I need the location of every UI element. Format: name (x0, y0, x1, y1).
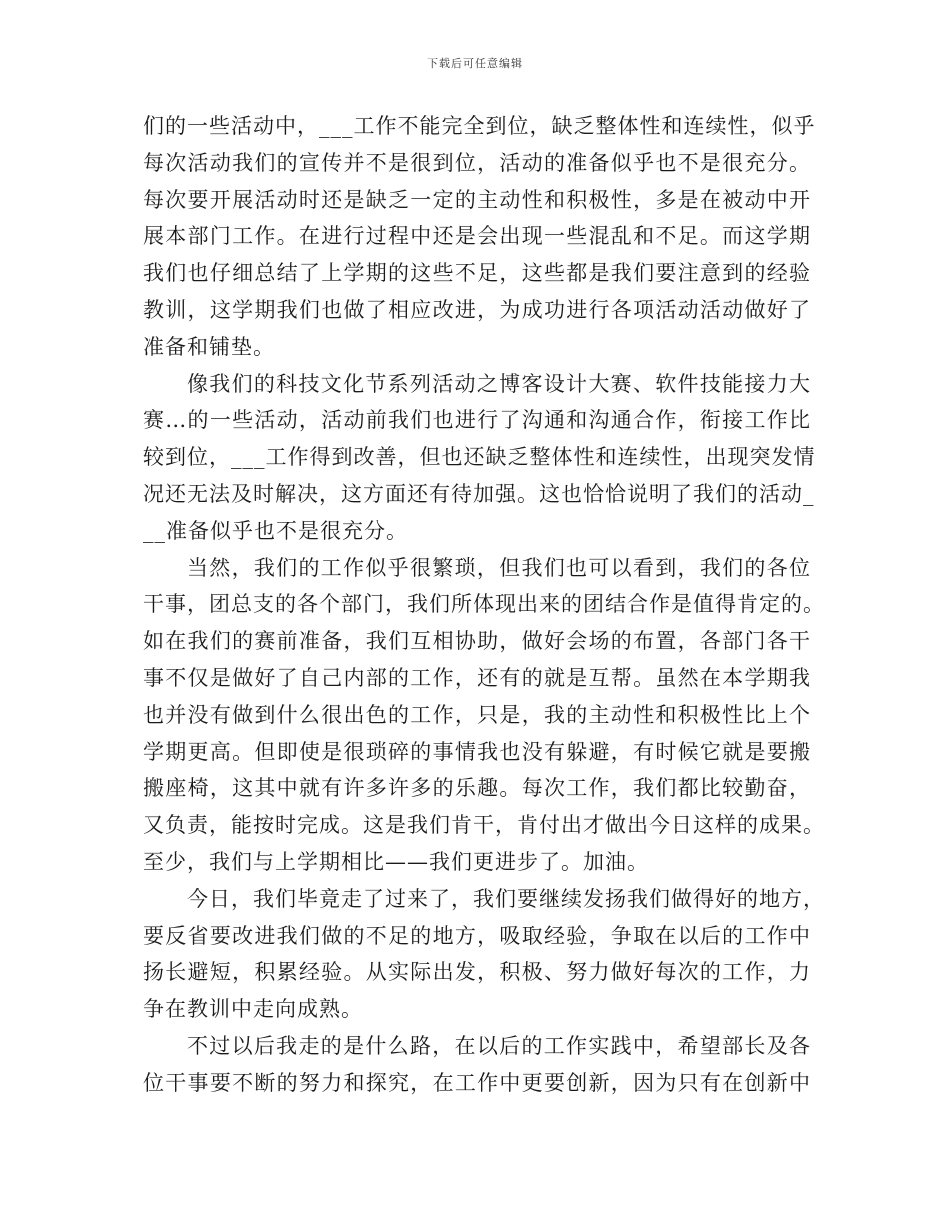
text-line: 如在我们的赛前准备，我们互相协助，做好会场的布置，各部门各干 (143, 629, 811, 654)
paragraph-3 (143, 550, 825, 881)
text-line: 今日，我们毕竟走了过来了，我们要继续发扬我们做得好的地方， (187, 886, 825, 911)
text-line: 赛…的一些活动，活动前我们也进行了沟通和沟通合作，衔接工作比 (143, 408, 811, 433)
text-line: 当然，我们的工作似乎很繁琐，但我们也可以看到，我们的各位 (187, 555, 811, 580)
paragraph-4 (143, 881, 825, 1028)
text-line: __准备似乎也不是很充分。 (143, 518, 408, 543)
text-line: 像我们的科技文化节系列活动之博客设计大赛、软件技能接力大 (187, 371, 811, 396)
text-line: 不过以后我走的是什么路，在以后的工作实践中，希望部长及各 (187, 1033, 811, 1058)
text-line: 争在教训中走向成熟。 (143, 997, 363, 1022)
paragraph-5 (143, 1028, 811, 1102)
text-line: 干事，团总支的各个部门，我们所体现出来的团结合作是值得肯定的。 (143, 592, 825, 617)
text-line: 们的一些活动中，___工作不能完全到位，缺乏整体性和连续性，似乎 (143, 114, 816, 138)
text-line: 也并没有做到什么很出色的工作，只是，我的主动性和积极性比上个 (143, 702, 811, 727)
text-line: 准备和铺垫。 (143, 334, 275, 359)
text-line: 扬长避短，积累经验。从实际出发，积极、努力做好每次的工作，力 (143, 960, 811, 985)
text-line: 学期更高。但即使是很琐碎的事情我也没有躲避，有时候它就是要搬 (143, 739, 811, 764)
text-line: 位干事要不断的努力和探究，在工作中更要创新，因为只有在创新中 (143, 1070, 811, 1095)
text-line: 搬座椅，这其中就有许多许多的乐趣。每次工作，我们都比较勤奋， (143, 776, 811, 801)
text-line: 要反省要改进我们做的不足的地方，吸取经验，争取在以后的工作中 (143, 923, 811, 948)
text-line: 又负责，能按时完成。这是我们肯干，肯付出才做出今日这样的成果。 (143, 813, 825, 838)
text-line: 较到位，___工作得到改善，但也还缺乏整体性和连续性，出现突发情 (143, 445, 816, 470)
document-body (143, 108, 825, 1102)
text-line: 至少，我们与上学期相比——我们更进步了。加油。 (143, 849, 649, 874)
text-line: 展本部门工作。在进行过程中还是会出现一些混乱和不足。而这学期 (143, 224, 811, 249)
paragraph-2 (143, 366, 816, 550)
text-line: 教训，这学期我们也做了相应改进，为成功进行各项活动活动做好了 (143, 297, 811, 322)
text-line: 我们也仔细总结了上学期的这些不足，这些都是我们要注意到的经验 (143, 261, 811, 286)
text-line: 每次活动我们的宣传并不是很到位，活动的准备似乎也不是很充分。 (143, 150, 811, 175)
text-line: 事不仅是做好了自己内部的工作，还有的就是互帮。虽然在本学期我 (143, 665, 811, 690)
page-header: 下载后可任意编辑 (427, 57, 523, 70)
paragraph-1 (143, 108, 816, 366)
text-line: 况还无法及时解决，这方面还有待加强。这也恰恰说明了我们的活动_ (143, 481, 815, 506)
text-line: 每次要开展活动时还是缺乏一定的主动性和积极性，多是在被动中开 (143, 187, 811, 212)
